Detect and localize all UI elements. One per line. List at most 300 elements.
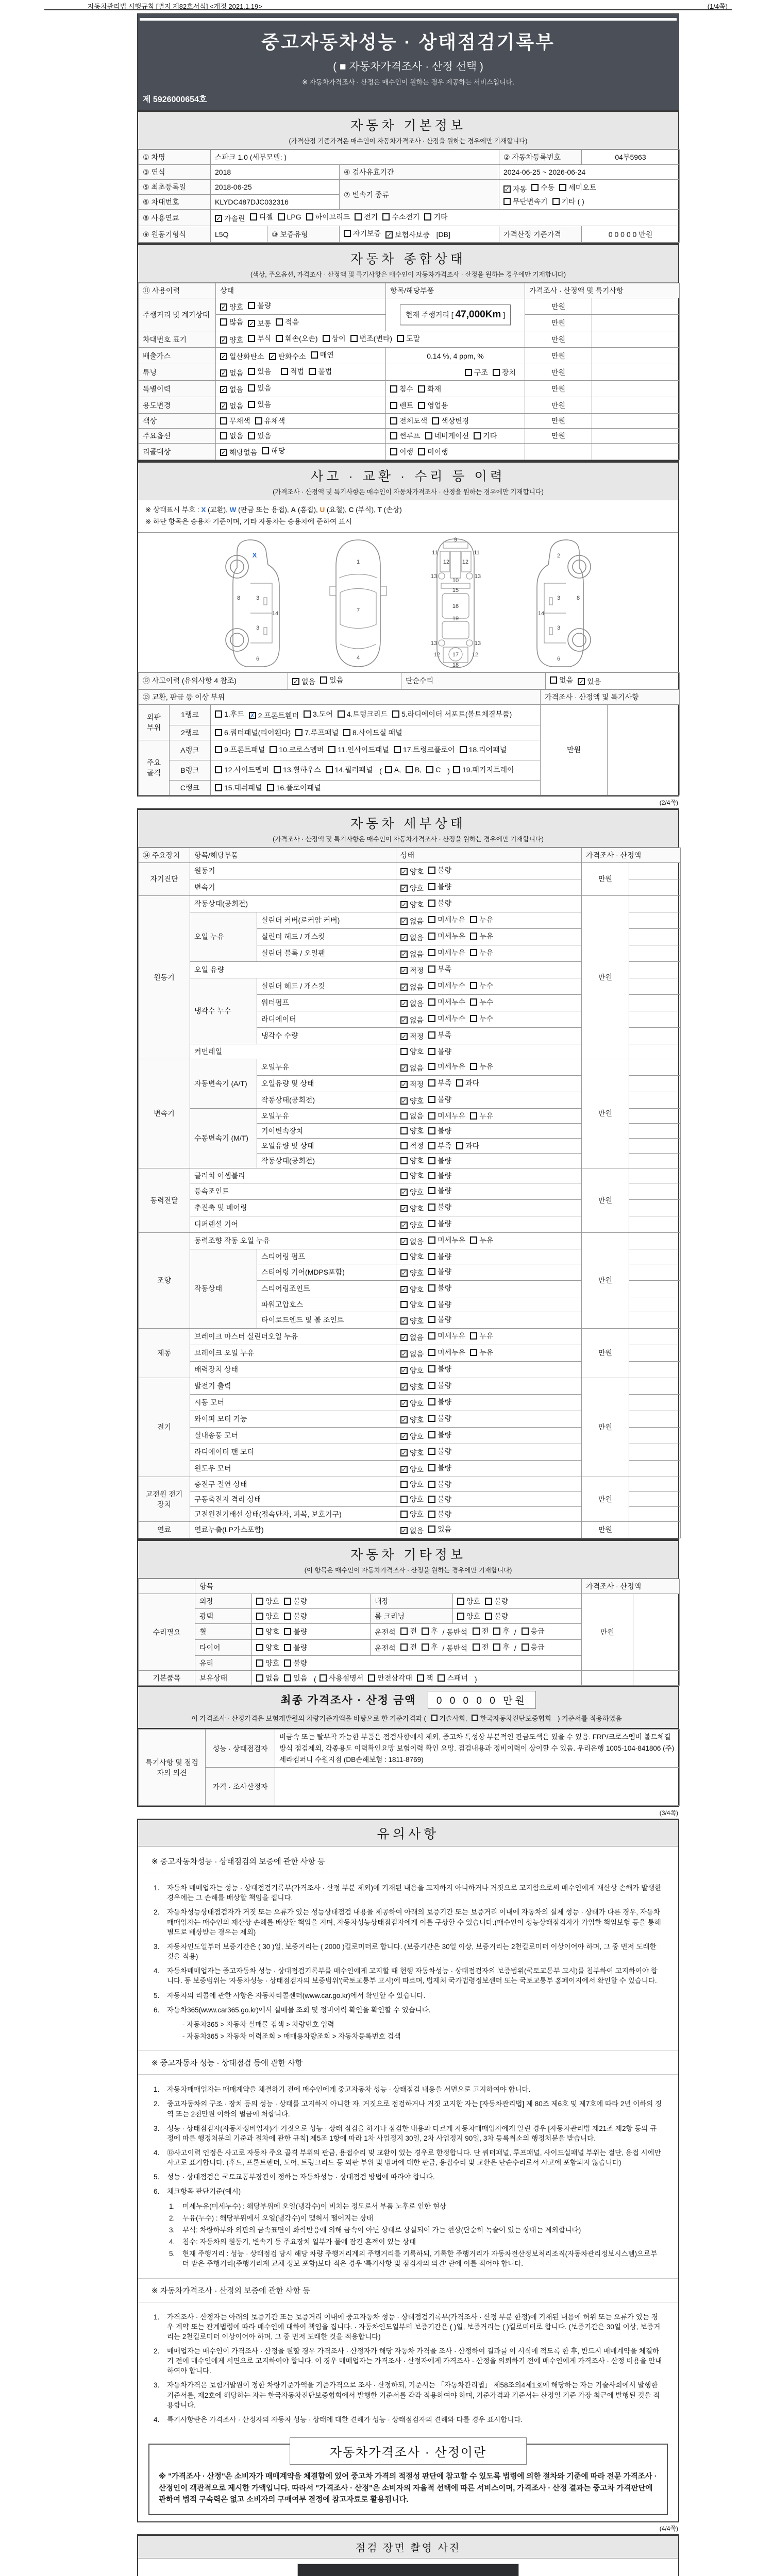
item-checks[interactable]: ✓ 양호 불량	[396, 1183, 582, 1199]
price-cell: 만원	[525, 348, 592, 364]
cleaning-checks[interactable]: 양호 불량	[453, 1608, 582, 1623]
car-name-value: 스파크 1.0 (세부모델: )	[211, 150, 499, 165]
item-checks[interactable]: ✓ 없음 미세누유 누유	[396, 945, 582, 961]
warranty-checks[interactable]: 자기보증 ✓ 보험사보증 [DB]	[340, 226, 499, 243]
item-checks[interactable]: ✓ 양호 불량	[396, 1394, 582, 1411]
reg-no-label: ② 자동차등록번호	[499, 150, 582, 165]
fuel-label: ⑧ 사용연료	[139, 210, 211, 226]
accident-history-checks[interactable]: ✓ 없음 있음	[288, 672, 401, 689]
item-checks[interactable]: ✓ 양호 불량	[396, 1092, 582, 1108]
item-label: 스티어링 펌프	[257, 1249, 396, 1264]
car-name-label: ① 차명	[139, 150, 211, 165]
col-device: ⑭ 주요장치	[139, 848, 190, 862]
rank2-checks[interactable]: 6.쿼터패널(리어휀다) 7.루프패널 8.사이드실 패널	[211, 725, 541, 740]
detail-header	[138, 810, 678, 848]
item-checks[interactable]: ✓ 양호 불량	[396, 862, 582, 879]
item-checks[interactable]: ✓ 양호 불량	[396, 1444, 582, 1460]
note-cell	[629, 1123, 681, 1138]
photos-title: 점검 장면 촬영 사진	[355, 2542, 461, 2554]
note-cell	[629, 1444, 681, 1460]
item-label: 브레이크 마스터 실린더오일 누유	[190, 1328, 396, 1345]
cautions-header	[138, 1820, 678, 1846]
frame-group: 주요 골격	[139, 740, 170, 795]
group-transmission: 변속기	[139, 1059, 190, 1168]
special-history-label: 특별이력	[139, 381, 216, 397]
svg-text:13: 13	[474, 640, 481, 647]
mileage-suffix: ]	[503, 310, 506, 319]
item-checks[interactable]: 양호 불량	[396, 1477, 582, 1492]
document-title: 중고자동차성능 · 상태점검기록부	[261, 31, 555, 53]
recall-checks[interactable]: ✓ 해당없음 해당	[216, 444, 386, 460]
subgroup-mt: 수동변속기 (M/T)	[190, 1108, 257, 1168]
svg-text:14: 14	[537, 610, 545, 617]
item-label: 오일누유	[257, 1108, 396, 1123]
svg-text:6: 6	[557, 655, 561, 662]
item-checks[interactable]: ✓ 양호 불량	[396, 1378, 582, 1394]
cautions-s3-list: 1. 가격조사 · 산정자는 아래의 보증기간 또는 보증거리 이내에 중고자동차 성능 · 상태점검기록부(가격조사 · 산정 부분 한정)에 기재된 내용에 허위 또는 오류가 있는 경우 계약 또는 관계법령에 따라 매수인에 대하여 책임을 집니다. · 자동차인도일부터 보증기간은 ( )일, 보증거리는 ( )킬로미터로 합니다. (보증기간은 30일 이상, 보증거리는 2천킬로미터 이상이어야 하며, 그 중 먼저 도래한 것을 적용합니다) 2. 매매업자는 매수인이 가격조사 · 산정을 원할 경우 가격조사 · 산정자가 해당 자동차 가격을 조사 · 산정하여 결과를 이 서식에 적도록 한 후, 반드시 매매계약을 체결하기 전에 매수인에게 서면으로 고지하여야 합니다. 이 경우 매매업자는 가격조사 · 산정자에게 가격조사 · 산정을 의뢰하기 전에 매수인에게 가격조사 · 산정 비용을 안내하여야 합니다. 3. 자동차가격은 보험개발원이 정한 차량기준가액을 기준가격으로 조사 · 산정하되, 기준서는 「자동차관리법」 제58조의4제1호에 해당하는 자는 기술사회에서 발행한 기준서를, 제2호에 해당하는 자는 한국자동차진단보증협회에서 발행한 기준서를 각각 적용하여야 하며, 기준가격과 기준서는 산정일 기준 가장 최근에 발행된 것을 적용합니다. 4. 특기사항란은 가격조사 · 산정자의 자동차 성능 · 상태에 대한 견해가 성능 · 상태점검자의 견해와 다를 경우 표시합니다.	[154, 2313, 662, 2424]
item-checks[interactable]: ✓ 양호 불량	[396, 1411, 582, 1427]
rank1-label: 1랭크	[170, 704, 211, 725]
item-label: 변속기	[190, 879, 396, 895]
simple-repair-checks[interactable]: 없음 ✓ 있음	[546, 672, 680, 689]
note-cell	[592, 444, 680, 460]
overall-table	[138, 283, 680, 460]
warranty-label: ⑩ 보증유형	[267, 226, 340, 243]
glass-checks[interactable]: 양호 불량	[252, 1655, 582, 1670]
note-cell	[592, 429, 680, 444]
accident-history-label: ⑫ 사고이력 (유의사항 4 참조)	[139, 672, 288, 689]
item-label: 발전기 출력	[190, 1378, 396, 1394]
item-label: 기어변속장치	[257, 1123, 396, 1138]
vin-mark-label: 차대번호 표기	[139, 331, 216, 348]
note-cell	[629, 879, 681, 895]
wheel-detail-checks[interactable]: 운전석 전 후 / 동반석 전 후 / 응급	[371, 1623, 582, 1639]
note-cell	[592, 331, 680, 348]
remarks-row-label: 특기사항 및 점검자의 의견	[139, 1730, 206, 1806]
price-appraisal-title: 자동차가격조사 · 산정이란	[290, 2437, 527, 2465]
subgroup-coolant-leak: 냉각수 누수	[190, 978, 257, 1044]
panel-price-header: 가격조사 · 산정액 및 특기사항	[541, 689, 680, 704]
group-electric: 전기	[139, 1378, 190, 1477]
car-diagrams	[138, 533, 678, 672]
title-band-stripe	[140, 18, 677, 21]
car-diagram-right-side	[514, 537, 602, 670]
item-checks[interactable]: ✓ 없음 미세누수 누수	[396, 994, 582, 1011]
note-cell	[629, 1264, 681, 1280]
item-label: 충전구 절연 상태	[190, 1477, 396, 1492]
cautions-body	[138, 1846, 678, 2521]
diagram-mark-exchange: X	[252, 551, 257, 559]
item-checks[interactable]: ✓ 없음 미세누유 누유	[396, 912, 582, 928]
item-checks: ✓ 양호 불량	[396, 1199, 582, 1216]
fuel-checks[interactable]: ✓ 가솔린 디젤 LPG 하이브리드 전기 수소전기 기타	[211, 210, 680, 226]
note-cell	[629, 1378, 681, 1394]
item-checks[interactable]: ✓ 적정 부족	[396, 1027, 582, 1044]
vin-label: ⑥ 차대번호	[139, 195, 211, 210]
item-label: 작동상태(공회전)	[257, 1092, 396, 1108]
price-cell: 만원	[525, 315, 592, 331]
svg-text:14: 14	[272, 610, 279, 617]
note-cell	[629, 1027, 681, 1044]
item-checks[interactable]: ✓ 없음 미세누유 누유	[396, 1328, 582, 1345]
inspector-remarks: 비금속 또는 탈부착 가능한 부품은 점검사항에서 제외, 중고차 특성상 부분적인 판금도색은 있을 수 있음. FRP/크로스멤버 볼트체결방식 점검제외, 각종용도 이력확인요망 보험이력 확인 요망. 점검내용과 정비이력이 상이할 수 있음. 우리은행 1005-104-841806 (주)세라컴퍼니 수원지점 (DB손해보험 : 1811-8769)	[275, 1730, 680, 1768]
item-label: 와이퍼 모터 기능	[190, 1411, 396, 1427]
item-checks[interactable]: ✓ 없음 미세누유 누유	[396, 1232, 582, 1249]
note-cell	[629, 1232, 681, 1249]
mileage-label: 주행거리 및 계기상태	[139, 298, 216, 331]
panel-exchange-table	[138, 689, 680, 795]
note-cell	[629, 1460, 681, 1477]
price-cell: 만원	[582, 1232, 629, 1328]
note-cell	[629, 1411, 681, 1427]
svg-text:4: 4	[356, 654, 360, 661]
vin-mark-checks[interactable]: ✓ 양호 부식 훼손(오손) 상이 변조(변타) 도말	[216, 331, 525, 348]
note-cell	[629, 1361, 681, 1378]
item-checks[interactable]: ✓ 양호 불량	[396, 895, 582, 912]
remarks-table	[138, 1729, 680, 1806]
rankC-checks[interactable]: 15.대쉬패널 16.플로어패널	[211, 780, 541, 795]
item-checks[interactable]: ✓ 적정 부족	[396, 961, 582, 978]
svg-text:12: 12	[433, 651, 441, 658]
note-cell	[629, 1394, 681, 1411]
item-checks[interactable]: ✓ 양호 불량	[396, 1460, 582, 1477]
engine-type-label: ⑨ 원동기형식	[139, 226, 211, 243]
note-cell	[629, 945, 681, 961]
item-checks[interactable]: ✓ 양호 불량	[396, 1427, 582, 1444]
document-subtitle: ( ■ 자동차가격조사 · 산정 선택 )	[333, 61, 483, 73]
mileage-current	[386, 298, 525, 331]
polish-checks[interactable]: 양호 불량	[252, 1608, 371, 1623]
mileage-box	[400, 304, 511, 325]
item-checks[interactable]: 양호 불량	[396, 1492, 582, 1506]
exterior-checks[interactable]: 양호 불량	[252, 1594, 371, 1608]
col-item: 항목	[195, 1579, 582, 1594]
note-cell	[629, 1092, 681, 1108]
note-cell	[629, 1521, 681, 1538]
note-cell	[592, 348, 680, 364]
accident-history-row	[138, 672, 680, 689]
exterior-label: 외장	[195, 1594, 252, 1608]
item-label: 실내송풍 모터	[190, 1427, 396, 1444]
cautions-section	[137, 1819, 679, 2522]
rankA-label: A랭크	[170, 740, 211, 760]
tuning-label: 튜닝	[139, 364, 216, 381]
svg-text:2: 2	[557, 552, 561, 559]
item-label: 작동상태(공회전)	[190, 895, 396, 912]
subgroup-at: 자동변속기 (A/T)	[190, 1059, 257, 1108]
usage-change-checks[interactable]: ✓ 없음 있음	[216, 397, 386, 414]
special-history-item-checks[interactable]: 침수 화재	[386, 381, 525, 397]
note-cell	[629, 1216, 681, 1232]
note-cell	[592, 315, 680, 331]
svg-text:15: 15	[452, 587, 459, 594]
cautions-s2-list: 1. 자동차매매업자는 매매계약을 체결하기 전에 매수인에게 중고자동차 성능 · 상태점검 내용을 서면으로 고지하여야 합니다. 2. 중고자동차의 구조 · 장치 등의 성능 · 상태를 고지하지 아니한 자, 거짓으로 점검하거나 거짓 고지한 자는 [자동차관리법] 제 80조 제6호 및 제7호에 따라 2년 이하의 징역 또는 2천만원 이하의 벌금에 처합니다. 3. 성능 · 상태점검자(자동차정비업자)가 거짓으로 성능 · 상태 점검을 하거나 점검한 내용과 다르게 자동차매매업자에게 알린 경우 [자동차관리법 제21조 제2항 등의 규정에 따른 행정처분의 기준과 절차에 관한 규칙] 제5조 1항에 따라 1차 사업정지 30일, 2차 사업정지 90일, 3차 등록취소의 행정처분을 받습니다. 4. ⑫사고이력 인정은 사고로 자동차 주요 골격 부위의 판금, 용접수리 및 교환이 있는 경우로 한정합니다. 단 쿼터패널, 루프패널, 사이드실패널 부위는 절단, 용접 시에만 사고로 표기합니다. (후드, 프론트펜더, 도어, 트렁크리드 등 외판 부위 및 범퍼에 대한 판금, 용접수리 및 교환은 단순수리로서 사고에 포함되지 않습니다) 5. 성능 · 상태점검은 국토교통부장관이 정하는 자동차성능 · 상태점검 방법에 따라야 합니다. 6. 체크항목 판단기준(예시) 1. 미세누유(미세누수) : 해당부위에 오일(냉각수)이 비치는 정도로서 부품 노후로 인한 현상 2. 누유(누수) : 해당부위에서 오일(냉각수)이 맺혀서 떨어지는 상태 3. 부식: 차량하부와 외판의 금속표면이 화학반응에 의해 금속이 아닌 상태로 상실되어 가는 현상(단순히 녹슬어 있는 상태는 제외합니다) 4. 침수: 자동차의 원동기, 변속기 등 주요장치 일부가 물에 잠긴 흔적이 있는 상태 5. 현재 주행거리 : 성능 · 상태점검 당시 해당 차량 주행거리계의 주행거리를 기록하되, 기록한 주행거리가 자동차전산정보처리조직(자동차관리정보시스템)으로부터 받은 주행거리(주행거리계 교체 정보 포함)보다 적은 경우 '특기사항 및 점검자의 의견' 란에 이를 적어야 합니다.	[154, 2086, 662, 2268]
note-cell	[592, 414, 680, 429]
item-checks[interactable]: 양호 불량	[396, 1506, 582, 1521]
svg-text:7: 7	[356, 607, 360, 614]
detail-table	[138, 848, 681, 1538]
emission-checks[interactable]: ✓ 일산화탄소 ✓ 탄화수소 매연	[216, 348, 386, 364]
options-checks[interactable]: 없음 있음	[216, 429, 386, 444]
etc-subtitle: (이 항목은 매수인이 자동차가격조사 · 산정을 원하는 경우에만 기재합니다)	[304, 1566, 512, 1574]
etc-info-table	[138, 1579, 680, 1686]
options-item-checks[interactable]: 썬루프 네비게이션 기타	[386, 429, 525, 444]
svg-text:13: 13	[430, 640, 438, 647]
interior-checks[interactable]: 양호 불량	[453, 1594, 582, 1608]
group-brake: 제동	[139, 1328, 190, 1378]
item-checks[interactable]: 양호 불량	[396, 1123, 582, 1138]
note-cell	[592, 364, 680, 381]
basic-info-header	[138, 112, 678, 149]
cautions-s1-title: ※ 중고자동차성능 · 상태점검의 보증에 관한 사항 등	[138, 1850, 678, 1873]
item-checks[interactable]: 양호 불량	[396, 1297, 582, 1312]
title-band	[137, 13, 679, 110]
item-label: 브레이크 오일 누유	[190, 1345, 396, 1361]
svg-text:16: 16	[452, 603, 459, 609]
service-note: ※ 자동차가격조사 · 산정은 매수인이 원하는 경우 제공하는 서비스입니다.	[302, 78, 514, 86]
note-cell	[629, 1249, 681, 1264]
price-cell: 만원	[525, 381, 592, 397]
mileage-value: 47,000Km	[455, 309, 501, 320]
svg-text:1: 1	[356, 558, 360, 565]
transmission-checks[interactable]: ✓ 자동 수동 세미오토 무단변속기 기타 ( )	[499, 180, 680, 210]
inspector-label: 성능 · 상태점검자	[206, 1730, 275, 1768]
price-cell: 만원	[582, 1378, 629, 1477]
blank-header	[139, 1579, 195, 1594]
etc-header	[138, 1541, 678, 1579]
item-label: 오일누유	[257, 1059, 396, 1075]
note-cell	[629, 1492, 681, 1506]
tuning-item-checks[interactable]: 구조 장치	[386, 364, 525, 381]
col-use-history: ⑪ 사용이력	[139, 283, 216, 298]
item-checks[interactable]: ✓ 양호 불량	[396, 1280, 582, 1297]
item-label: 디퍼렌셜 기어	[190, 1216, 396, 1232]
appraiser-label: 가격 · 조사산정자	[206, 1768, 275, 1806]
note-cell	[629, 1280, 681, 1297]
tire-detail-checks[interactable]: 운전석 전 후 / 동반석 전 후 / 응급	[371, 1639, 582, 1655]
col-item: 항목/해당부품	[386, 283, 525, 298]
base-price-value: 0 0 0 0 0 만원	[582, 226, 680, 243]
rankA-checks[interactable]: 9.프론트패널 10.크로스멤버 11.인사이드패널 17.트렁크플로어 18.리어패널	[211, 740, 541, 760]
item-label: 배력장치 상태	[190, 1361, 396, 1378]
basic-items-checks[interactable]: 없음 있음 ( 사용설명서 안전삼각대 잭 스패너 )	[252, 1670, 582, 1685]
engine-type-value: L5Q	[211, 226, 267, 243]
item-checks[interactable]: ✓ 없음 미세누유 누유	[396, 1059, 582, 1075]
item-checks[interactable]: 양호 불량	[396, 1168, 582, 1183]
page-marker-1: (1/4쪽)	[707, 3, 728, 10]
item-checks[interactable]: ✓ 적정 부족 과다	[396, 1075, 582, 1092]
note-cell	[629, 1477, 681, 1492]
item-checks[interactable]: ✓ 없음 미세누수 누수	[396, 978, 582, 994]
item-checks[interactable]: ✓ 양호 불량	[396, 1216, 582, 1232]
cautions-s3-title: ※ 자동차가격조사 · 산정의 보증에 관한 사항 등	[138, 2278, 678, 2302]
item-checks[interactable]: 양호 불량	[396, 1153, 582, 1168]
polish-label: 광택	[195, 1608, 252, 1623]
item-checks[interactable]: ✓ 없음 미세누수 누수	[396, 1011, 582, 1027]
photos-header	[138, 2536, 678, 2558]
note-cell	[629, 1427, 681, 1444]
price-cell: 만원	[525, 414, 592, 429]
subgroup-steering-state: 작동상태	[190, 1249, 257, 1328]
item-label: 실린더 블록 / 오일팬	[257, 945, 396, 961]
svg-text:19: 19	[452, 615, 459, 622]
item-label: 클러치 어셈블리	[190, 1168, 396, 1183]
note-cell	[633, 1670, 680, 1685]
basic-info-subtitle: (가격산정 기준가격은 매수인이 자동차가격조사 · 산정을 원하는 경우에만 기재합니다)	[289, 138, 528, 145]
price-cell	[582, 1670, 633, 1685]
first-reg-value: 2018-06-25	[211, 180, 340, 195]
item-label: 실린더 헤드 / 개스킷	[257, 928, 396, 945]
col-state: 상태	[216, 283, 386, 298]
item-checks[interactable]: 없음 미세누유 누유	[396, 1108, 582, 1123]
item-label: 오일유량 및 상태	[257, 1138, 396, 1153]
note-cell	[629, 1044, 681, 1059]
group-self-diagnosis: 자기진단	[139, 862, 190, 895]
group-high-voltage: 고전원 전기장치	[139, 1477, 190, 1521]
svg-text:17: 17	[452, 651, 459, 658]
price-cell: 만원	[582, 1477, 629, 1521]
mileage-prefix: 현재 주행거리 [	[405, 310, 453, 319]
glass-label: 유리	[195, 1655, 252, 1670]
svg-text:3: 3	[557, 595, 561, 601]
group-repair-needed: 수리필요	[139, 1594, 195, 1670]
note-cell	[629, 978, 681, 994]
note-cell	[629, 895, 681, 912]
color-checks[interactable]: 무채색 유채색	[216, 414, 386, 429]
tire-checks[interactable]: 양호 불량	[252, 1639, 371, 1655]
recall-item-checks[interactable]: 이행 미이행	[386, 444, 525, 460]
cautions-s1-list: 1. 자동차 매매업자는 성능 · 상태점검기록부(가격조사 · 산정 부분 제외)에 기재된 내용을 고지하지 아니하거나 거짓으로 고지함으로써 매수인에게 재산상 손해가 발생한 경우에는 그 손해를 배상할 책임을 집니다. 2. 자동차성능상태점검자가 거짓 또는 오류가 있는 성능상태점검 내용을 제공하여 아래의 보증기간 또는 보증거리 이내에 자동차의 실제 성능 · 상태가 다른 경우, 자동차매매업자는 매수인의 재산상 손해를 배상할 책임을 지며, 자동차성능상태점검자에게 이를 구상할 수 있습니다.(매수인이 성능상태점검자가 가입한 책임보험 등을 통해 별도로 배상받는 경우는 제외) 3. 자동차인도일부터 보증기간은 ( 30 )일, 보증거리는 ( 2000 )킬로미터로 합니다. (보증기간은 30일 이상, 보증거리는 2천킬로미터 이상이어야 하며, 그 중 먼저 도래한 것을 적용) 4. 자동차매매업자는 중고자동차 성능 · 상태점검기록부를 매수인에게 고지할 때 현행 자동차성능 · 상태점검자의 보증범위(국토교통부 고시)를 첨부하여 고지하여야 합니다. 동 보증범위는 '자동차성능 · 상태점검자의 보증범위'(국토교통부 고시)에 따르며, 법제처 국가법령정보센터 또는 국토교통부 홈페이지에서 확인할 수 있습니다. 5. 자동차의 리콜에 관한 사항은 자동차리콜센터(www.car.go.kr)에서 확인할 수 있습니다. 6. 자동차365(www.car365.go.kr)에서 실매물 조회 및 정비이력 확인을 확인할 수 있습니다. - 자동차365 > 자동차 실매물 검색 > 차량번호 입력 - 자동차365 > 자동차 이력조회 > 매매용차량조회 > 자동차등록번호 검색	[154, 1884, 662, 2041]
usage-change-item-checks[interactable]: 렌트 영업용	[386, 397, 525, 414]
note-cell	[629, 1108, 681, 1123]
year-label: ③ 연식	[139, 165, 211, 180]
item-checks[interactable]: 양호 불량	[396, 1249, 582, 1264]
svg-text:12: 12	[462, 558, 469, 565]
item-label: 스티어링 기어(MDPS포함)	[257, 1264, 396, 1280]
detail-condition-section	[137, 808, 679, 1539]
note-cell	[592, 298, 680, 315]
reg-no-value: 04부5963	[582, 150, 680, 165]
tire-label: 타이어	[195, 1639, 252, 1655]
cautions-s2-title: ※ 중고자동차 성능 · 상태점검 등에 관한 사항	[138, 2050, 678, 2075]
note-cell	[629, 1506, 681, 1521]
svg-text:3: 3	[557, 624, 561, 631]
document-body	[137, 13, 679, 2576]
mileage-checks-1[interactable]: ✓ 양호 불량	[216, 298, 386, 315]
inspection-label: ④ 검사유효기간	[340, 165, 499, 180]
inspection-photos-section	[137, 2534, 679, 2576]
item-checks[interactable]: 양호 불량	[396, 1044, 582, 1059]
accident-notes	[138, 500, 678, 533]
mileage-checks-2[interactable]: 많음 ✓ 보통 적음	[216, 315, 386, 331]
item-label: 연료누출(LP가스포함)	[190, 1521, 396, 1538]
regulation-ref: 자동차관리법 시행규칙 [별지 제82호서식] <개정 2021.1.19>	[88, 3, 262, 10]
emission-values: 0.14 %, 4 ppm, %	[386, 348, 525, 364]
price-cell: 만원	[525, 298, 592, 315]
item-label: 커먼레일	[190, 1044, 396, 1059]
rank1-checks[interactable]: 1.후드 ✗ 2.프론트휀더 3.도어 4.트렁크리드 5.라디에이터 서포트(볼트체결부품)	[211, 704, 541, 725]
panel-exchange-header: ⑬ 교환, 판금 등 이상 부위	[139, 689, 541, 704]
item-checks[interactable]: ✓ 양호 불량	[396, 1312, 582, 1328]
car-diagram-bottom	[414, 537, 497, 670]
page-marker-3: (3/4쪽)	[659, 1809, 678, 1817]
interior-label: 내장	[371, 1594, 453, 1608]
special-history-checks[interactable]: ✓ 없음 있음	[216, 381, 386, 397]
item-label: 시동 모터	[190, 1394, 396, 1411]
base-price-label: 가격산정 기준가격	[499, 226, 582, 243]
svg-text:6: 6	[256, 655, 260, 662]
item-label: 타이로드엔드 및 볼 조인트	[257, 1312, 396, 1328]
color-item-checks[interactable]: 전체도색 색상변경	[386, 414, 525, 429]
note-cell	[629, 1297, 681, 1312]
final-price-note: 이 가격조사 · 산정가격은 보험개발원의 차량기준가액을 바탕으로 한 기준가격과 ( 기술사회, 한국자동차진단보증협회 ) 기준서를 적용하였음	[191, 1714, 622, 1723]
item-checks[interactable]: 적정 부족 과다	[396, 1138, 582, 1153]
item-checks[interactable]: ✓ 양호 불량	[396, 1264, 582, 1280]
svg-text:3: 3	[256, 624, 260, 631]
usage-change-label: 용도변경	[139, 397, 216, 414]
note-cell	[629, 862, 681, 879]
item-checks[interactable]: ✓ 없음 미세누유 누유	[396, 928, 582, 945]
price-cell: 만원	[525, 429, 592, 444]
price-cell: 만원	[525, 364, 592, 381]
svg-text:3: 3	[256, 595, 260, 601]
price-cell: 만원	[582, 1521, 629, 1538]
passenger-car-note: ※ 하단 항목은 승용차 기준이며, 기타 자동차는 승용차에 준하여 표시	[145, 517, 352, 526]
wheel-checks[interactable]: 양호 불량	[252, 1623, 371, 1639]
item-label: 라디에이터 팬 모터	[190, 1444, 396, 1460]
item-checks[interactable]: ✓ 양호 불량	[396, 879, 582, 895]
item-label: 오일 유량	[190, 961, 396, 978]
appraiser-remarks	[275, 1768, 680, 1806]
item-checks[interactable]: ✓ 없음 미세누유 누유	[396, 1345, 582, 1361]
panel-price-cell: 만원	[541, 704, 608, 795]
group-fuel: 연료	[139, 1521, 190, 1538]
item-checks[interactable]: ✓ 없음 있음	[396, 1521, 582, 1538]
cleaning-label: 룸 크리닝	[371, 1608, 453, 1623]
note-cell	[629, 1168, 681, 1183]
note-cell	[629, 1312, 681, 1328]
item-label: 고전원전기배선 상태(접속단자, 피복, 보호기구)	[190, 1506, 396, 1521]
svg-text:12: 12	[443, 558, 450, 565]
price-appraisal-info-box	[148, 2444, 668, 2515]
group-steering: 조향	[139, 1232, 190, 1328]
page-marker-4: (4/4쪽)	[659, 2524, 678, 2532]
state-code-legend: ※ 상태표시 부호 : X (교환), W (판금 또는 용접), A (흠집), U (요철), C (부식), T (손상)	[145, 506, 402, 514]
item-label: 라디에이터	[257, 1011, 396, 1027]
simple-repair-label: 단순수리	[401, 672, 546, 689]
note-cell	[629, 1345, 681, 1361]
tuning-checks[interactable]: ✓ 없음 있음 적법 불법	[216, 364, 386, 381]
item-label: 원동기	[190, 862, 396, 879]
item-checks[interactable]: ✓ 양호 불량	[396, 1361, 582, 1378]
note-cell	[629, 1075, 681, 1092]
svg-text:10: 10	[452, 577, 459, 584]
item-label: 실린더 헤드 / 개스킷	[257, 978, 396, 994]
svg-text:18: 18	[452, 662, 459, 668]
car-diagram-top	[320, 537, 397, 670]
photos-body	[138, 2558, 678, 2576]
inspection-value: 2024-06-25 ~ 2026-06-24	[499, 165, 680, 180]
rankB-checks[interactable]: 12.사이드멤버 13.휠하우스 14.필러패널 ( A, B, C ) 19.패키지트레이	[211, 760, 541, 780]
overall-condition-section	[137, 244, 679, 461]
inspection-photo-front-closeup	[297, 2564, 519, 2576]
group-basic-items: 기본품목	[139, 1670, 195, 1685]
basic-info-section	[137, 110, 679, 244]
detail-title: 자동차 세부상태	[350, 816, 466, 831]
accident-subtitle: (가격조사 · 산정액 및 특기사항은 매수인이 자동차가격조사 · 산정을 원하는 경우에만 기재합니다)	[273, 488, 544, 496]
note-cell	[629, 1138, 681, 1153]
note-cell	[629, 1328, 681, 1345]
